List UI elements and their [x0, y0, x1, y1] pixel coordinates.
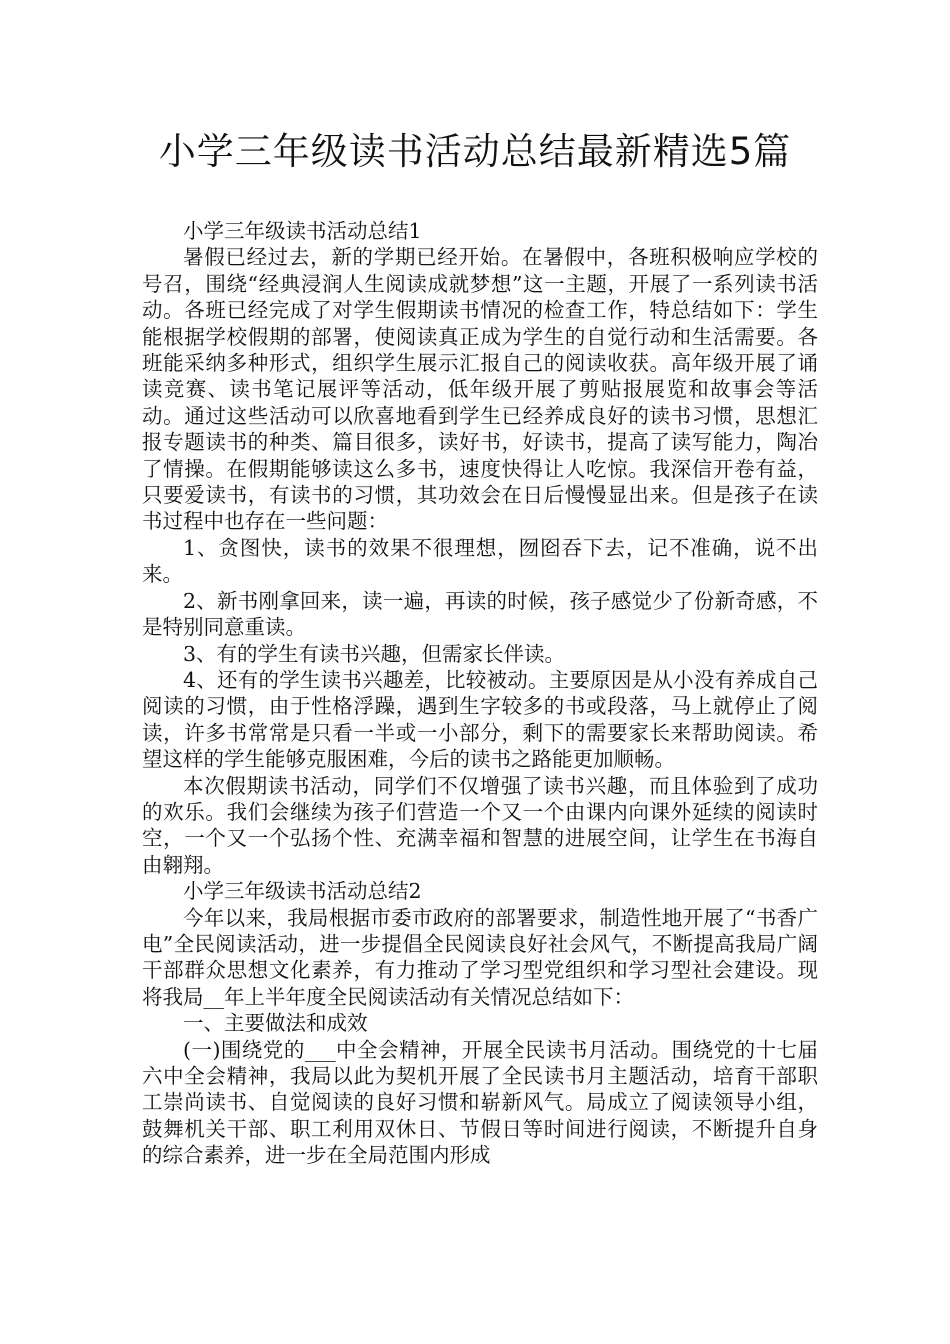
list-item-4: 4、还有的学生读书兴趣差，比较被动。主要原因是从小没有养成自己阅读的习惯，由于性格浮躁，遇到生字较多的书或段落，马上就停止了阅读，许多书常常是只看一半或一小部分，剩下的需要家长来帮助阅读。希望这样的学生能够克服困难，今后的读书之路能更加顺畅。 [142, 667, 818, 772]
document-title: 小学三年级读书活动总结最新精选5篇 [158, 130, 792, 173]
list-item-2: 2、新书刚拿回来，读一遍，再读的时候，孩子感觉少了份新奇感，不是特别同意重读。 [142, 588, 818, 640]
section-heading-1: 小学三年级读书活动总结1 [183, 219, 422, 243]
body-paragraph: (一)围绕党的___中全会精神，开展全民读书月活动。围绕党的十七届六中全会精神，我局以此为契机开展了全民读书月主题活动，培育干部职工崇尚读书、自觉阅读的良好习惯和崭新风气。局成立了阅读领导小组，鼓舞机关干部、职工利用双休日、节假日等时间进行阅读，不断提升自身的综合素养，进一步在全局范围内形成 [142, 1037, 818, 1168]
section-heading-2: 小学三年级读书活动总结2 [183, 879, 422, 904]
body-paragraph: 暑假已经过去，新的学期已经开始。在暑假中，各班积极响应学校的号召，围绕“经典浸润人生阅读成就梦想”这一主题，开展了一系列读书活动。各班已经完成了对学生假期读书情况的检查工作，特总结如下：学生能根据学校假期的部署，使阅读真正成为学生的自觉行动和生活需要。各班能采纳多种形式，组织学生展示汇报自己的阅读收获。高年级开展了诵读竞赛、读书笔记展评等活动，低年级开展了剪贴报展览和故事会等活动。通过这些活动可以欣喜地看到学生已经养成良好的读书习惯，思想汇报专题读书的种类、篇目很多，读好书，好读书，提高了读写能力，陶冶了情操。在假期能够读这么多书，速度快得让人吃惊。我深信开卷有益，只要爱读书，有读书的习惯，其功效会在日后慢慢显出来。但是孩子在读书过程中也存在一些问题： [142, 245, 818, 534]
body-paragraph: 今年以来，我局根据市委市政府的部署要求，制造性地开展了“书香广电”全民阅读活动，进一步提倡全民阅读良好社会风气，不断提高我局广阔干部群众思想文化素养，有力推动了学习型党组织和学习型社会建设。现将我局__年上半年度全民阅读活动有关情况总结如下： [142, 905, 818, 1009]
list-item-3: 3、有的学生有读书兴趣，但需家长伴读。 [183, 641, 566, 666]
body-paragraph: 本次假期读书活动，同学们不仅增强了读书兴趣，而且体验到了成功的欢乐。我们会继续为孩子们营造一个又一个由课内向课外延续的阅读时空，一个又一个弘扬个性、充满幸福和智慧的进展空间，让学生在书海自由翱翔。 [142, 773, 818, 877]
subsection-heading: 一、主要做法和成效 [183, 1011, 368, 1036]
document-body [142, 218, 818, 1169]
list-item-1: 1、贪图快，读书的效果不很理想，囫囵吞下去，记不准确，说不出来。 [142, 535, 818, 587]
